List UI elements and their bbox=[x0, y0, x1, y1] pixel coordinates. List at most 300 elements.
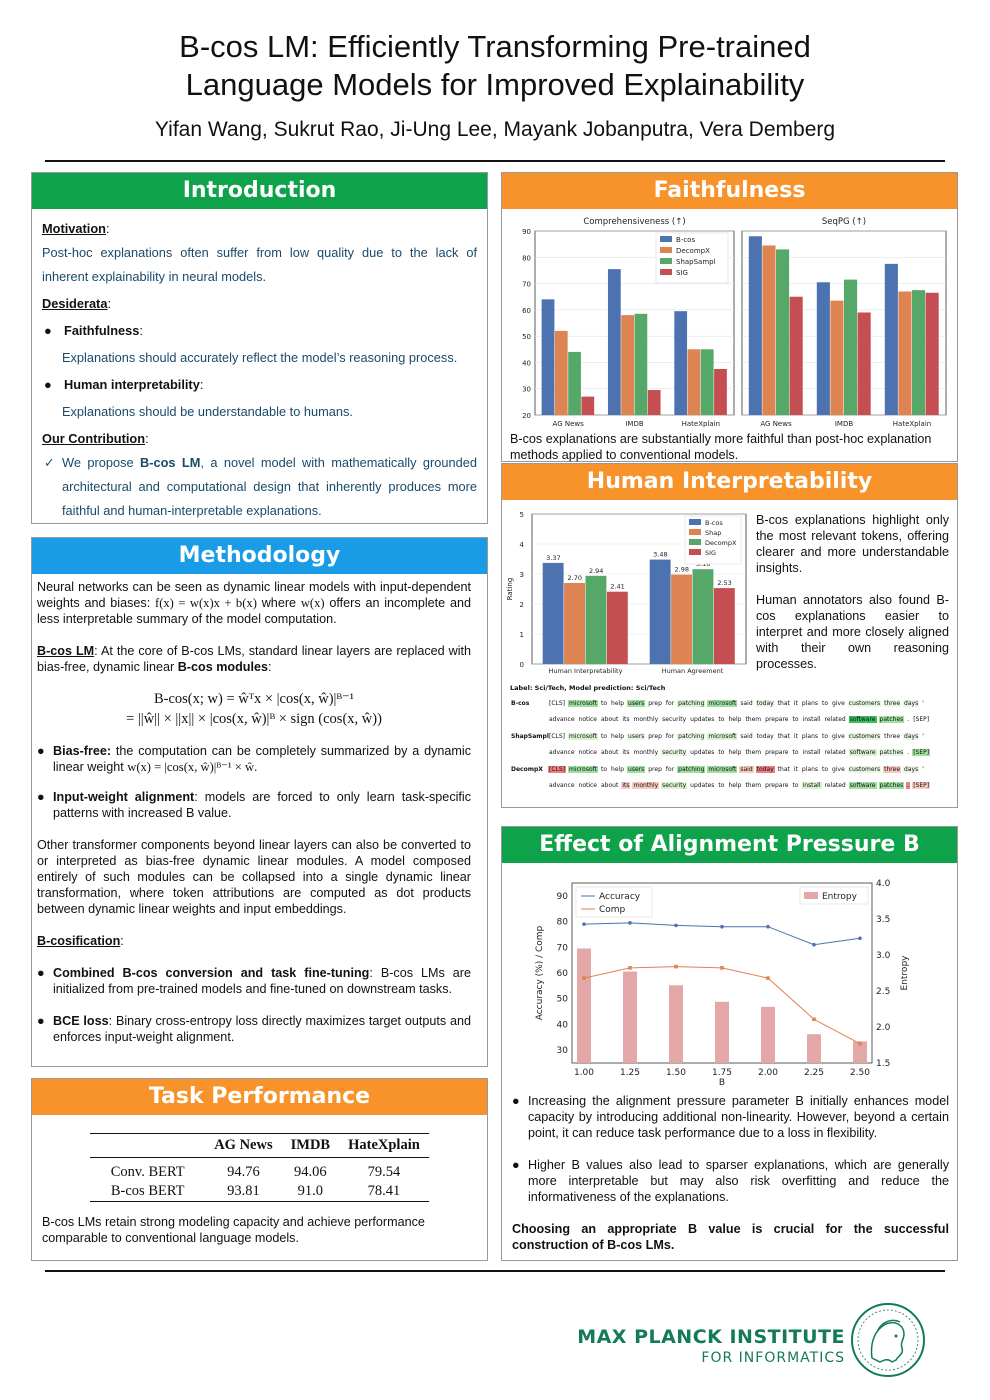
token: prepare bbox=[765, 782, 789, 789]
bar bbox=[858, 312, 871, 415]
token: said bbox=[740, 766, 753, 773]
token: security bbox=[662, 716, 687, 723]
accuracy-point bbox=[858, 936, 862, 940]
legend-label: DecompX bbox=[676, 247, 710, 255]
bullet-dot-icon: ● bbox=[44, 323, 52, 338]
bullet-dot-icon: ● bbox=[512, 1158, 520, 1172]
token: three bbox=[884, 733, 901, 740]
y-tick-label: 1 bbox=[519, 631, 524, 639]
token: advance bbox=[549, 716, 575, 723]
bar bbox=[568, 352, 581, 415]
token: to bbox=[792, 782, 799, 789]
entropy-bar bbox=[669, 985, 683, 1063]
bullet-dot-icon: ● bbox=[44, 377, 52, 392]
bar bbox=[790, 297, 803, 415]
bcos-lm-text-a: : At the core of B-cos LMs, standard linear layers are replaced with bias-free, dynamic linear bbox=[37, 644, 472, 674]
token: to bbox=[601, 766, 608, 773]
token: . bbox=[907, 716, 910, 723]
bar bbox=[885, 264, 898, 415]
token: give bbox=[832, 733, 845, 740]
y-tick-label: 20 bbox=[522, 412, 531, 420]
token: them bbox=[745, 716, 762, 723]
legend-swatch bbox=[804, 892, 818, 899]
effect-bullet-2 bbox=[512, 1157, 949, 1205]
token: microsoft bbox=[569, 766, 598, 773]
token: its bbox=[622, 716, 630, 723]
method-p1-c: offers an incomplete and less interpretable summary of the model computation. bbox=[37, 596, 471, 626]
token: install bbox=[802, 749, 821, 756]
bcosification-label: B-cosification bbox=[37, 934, 121, 948]
bar bbox=[701, 349, 714, 415]
y-axis-label: Rating bbox=[506, 577, 514, 601]
token: plans bbox=[801, 700, 819, 707]
bcos-modules-bold: B-cos modules bbox=[177, 660, 268, 674]
bar bbox=[898, 291, 911, 415]
token: ' bbox=[922, 766, 924, 773]
task-performance-panel bbox=[31, 1078, 488, 1261]
x-tick-label: 2.50 bbox=[849, 1068, 871, 1078]
bar bbox=[608, 269, 621, 415]
table-row bbox=[90, 1182, 429, 1202]
bar bbox=[586, 576, 607, 664]
token: related bbox=[824, 716, 846, 723]
table-cell: 91.0 bbox=[297, 1183, 324, 1199]
token: give bbox=[832, 766, 845, 773]
token: patches bbox=[879, 749, 904, 756]
bullet-dot-icon: ● bbox=[37, 1014, 45, 1028]
bullet-dot-icon: ● bbox=[37, 966, 45, 980]
token: prepare bbox=[765, 749, 789, 756]
combined-bullet bbox=[37, 965, 471, 997]
method-p1-eq: f(x) = w(x)x + b(x) bbox=[155, 596, 257, 610]
token-row bbox=[510, 698, 955, 709]
token: ' bbox=[922, 700, 924, 707]
alignment-label: Input-weight alignment bbox=[53, 790, 195, 804]
data-label: 2.53 bbox=[717, 579, 732, 588]
bar bbox=[817, 282, 830, 415]
token: microsoft bbox=[708, 700, 737, 707]
entropy-bar bbox=[577, 949, 591, 1063]
token: patches bbox=[879, 716, 904, 723]
y-tick-label: 30 bbox=[556, 1046, 568, 1057]
token: patching bbox=[678, 766, 705, 773]
faithfulness-panel bbox=[501, 172, 958, 462]
bar bbox=[542, 299, 555, 415]
token: that bbox=[777, 766, 790, 773]
bar bbox=[693, 569, 714, 664]
token: today bbox=[756, 700, 774, 707]
bar bbox=[564, 583, 585, 664]
y-tick-label: 90 bbox=[522, 228, 531, 236]
token: days bbox=[904, 733, 919, 740]
token: [SEP] bbox=[913, 782, 930, 789]
legend-swatch bbox=[660, 236, 672, 242]
token: for bbox=[665, 733, 675, 740]
y2-tick-label: 3.5 bbox=[876, 915, 891, 925]
methodology-heading: Methodology bbox=[32, 538, 487, 574]
table-header-row bbox=[90, 1134, 429, 1158]
accuracy-point bbox=[674, 924, 678, 928]
example-label-line: Label: Sci/Tech, Model prediction: Sci/Tech bbox=[510, 684, 666, 692]
token: prep bbox=[648, 700, 662, 707]
token: patching bbox=[678, 700, 705, 707]
bar bbox=[749, 236, 762, 415]
legend-label: SIG bbox=[676, 269, 688, 277]
comp-point bbox=[858, 1042, 862, 1046]
token: to bbox=[822, 700, 829, 707]
token: to bbox=[792, 716, 799, 723]
token: days bbox=[904, 766, 919, 773]
comp-point bbox=[720, 966, 724, 970]
token: help bbox=[611, 700, 625, 707]
token: prep bbox=[648, 766, 662, 773]
effect-heading: Effect of Alignment Pressure B bbox=[502, 827, 957, 863]
human-interpretability-panel bbox=[501, 463, 958, 808]
y-tick-label: 40 bbox=[556, 1020, 568, 1031]
token: three bbox=[884, 700, 901, 707]
comp-point bbox=[674, 965, 678, 969]
accuracy-point bbox=[812, 943, 816, 947]
y-tick-label: 40 bbox=[522, 359, 531, 368]
token: about bbox=[601, 782, 619, 789]
token: to bbox=[601, 733, 608, 740]
token: to bbox=[822, 733, 829, 740]
x-tick-label: 2.25 bbox=[803, 1068, 825, 1078]
table-row bbox=[90, 1158, 429, 1183]
top-divider bbox=[45, 160, 945, 162]
comp-point bbox=[582, 976, 586, 980]
effect-panel bbox=[501, 826, 958, 1261]
token: microsoft bbox=[569, 700, 598, 707]
bar bbox=[714, 588, 735, 664]
y2-tick-label: 3.0 bbox=[876, 951, 891, 961]
institute-logo-text bbox=[565, 1326, 845, 1366]
token: that bbox=[777, 733, 790, 740]
token: . bbox=[907, 782, 910, 789]
method-paragraph-3: Other transformer components beyond linear layers can also be converted to or interpreted as bias-free dynamic linear modules. A model composed entirely of such modules can be collapsed into a single dynamic linear transformation, where token attributions are computed as dot products between dynamic linear weights and input embeddings. bbox=[37, 838, 471, 916]
y-tick-label: 3 bbox=[519, 571, 524, 579]
legend-label: Shap bbox=[705, 529, 722, 537]
token: software bbox=[849, 782, 876, 789]
token: help bbox=[728, 749, 742, 756]
table-cell: Conv. BERT bbox=[110, 1164, 185, 1180]
accuracy-point bbox=[766, 925, 770, 929]
title-line-1: B-cos LM: Efficiently Transforming Pre-trained bbox=[179, 29, 811, 64]
token: [CLS] bbox=[549, 700, 566, 707]
performance-table bbox=[90, 1133, 429, 1202]
token: today bbox=[756, 766, 774, 773]
effect-bullet-1 bbox=[512, 1093, 949, 1141]
x-tick-label: 1.50 bbox=[665, 1068, 687, 1078]
chart-title: SeqPG (↑) bbox=[821, 217, 867, 227]
bias-free-text: the computation can be completely summarized by a dynamic linear weight bbox=[53, 744, 471, 774]
token-attribution-example bbox=[510, 698, 955, 797]
y-tick-label: 60 bbox=[556, 969, 568, 979]
token: help bbox=[728, 716, 742, 723]
token-row bbox=[510, 714, 955, 725]
comp-point bbox=[812, 1017, 816, 1021]
token: customers bbox=[848, 700, 881, 707]
token: its bbox=[622, 749, 630, 756]
effect-text-2: Higher B values also lead to sparser explanations, which are generally more interpretable but may also risk overfitting and reduce the informativeness of the explanations. bbox=[528, 1158, 949, 1204]
method-p1-a: Neural networks can be seen as dynamic linear models with input-dependent weights and biases: bbox=[37, 580, 471, 610]
human-interpretability-text: Explanations should be understandable to humans. bbox=[62, 404, 353, 419]
human-interpretability-label: Human interpretability bbox=[64, 377, 200, 392]
table-header-cell: HateXplain bbox=[339, 1134, 429, 1158]
legend-swatch bbox=[689, 539, 701, 545]
motivation-text: Post-hoc explanations often suffer from low quality due to the lack of inherent explainability in neural models. bbox=[42, 245, 477, 284]
legend-swatch bbox=[660, 258, 672, 264]
token: users bbox=[628, 733, 645, 740]
data-label: 2.94 bbox=[588, 566, 604, 575]
bar bbox=[621, 315, 634, 415]
data-label: 2.70 bbox=[567, 574, 583, 582]
table-cell: 78.41 bbox=[367, 1183, 401, 1199]
token: notice bbox=[578, 716, 597, 723]
task-performance-heading: Task Performance bbox=[32, 1079, 487, 1115]
table-header-cell: IMDB bbox=[282, 1134, 339, 1158]
bar bbox=[607, 592, 628, 664]
faithfulness-caption: B-cos explanations are substantially more faithful than post-hoc explanation methods applied to conventional models. bbox=[510, 432, 932, 462]
token: plans bbox=[801, 733, 819, 740]
x-tick-label: IMDB bbox=[834, 420, 854, 428]
poster-title bbox=[0, 28, 990, 104]
bullet-dot-icon: ● bbox=[37, 744, 45, 758]
x-tick-label: 2.00 bbox=[757, 1068, 779, 1078]
bar bbox=[776, 249, 789, 415]
bias-free-bullet bbox=[37, 743, 471, 775]
table-cell: B-cos BERT bbox=[110, 1183, 185, 1199]
token: related bbox=[824, 782, 846, 789]
x-tick-label: AG News bbox=[552, 420, 584, 428]
token: microsoft bbox=[708, 766, 737, 773]
equation-line-1: B-cos(x; w) = ŵᵀx × |cos(x, ŵ)|ᴮ⁻¹ bbox=[153, 691, 355, 707]
token: help bbox=[728, 782, 742, 789]
table-header-cell: AG News bbox=[205, 1134, 281, 1158]
y2-tick-label: 2.0 bbox=[876, 1023, 891, 1033]
methodology-panel bbox=[31, 537, 488, 1067]
bcos-equation bbox=[37, 689, 471, 729]
token: customers bbox=[848, 766, 881, 773]
checkmark-icon: ✓ bbox=[44, 455, 55, 470]
token: plans bbox=[801, 766, 819, 773]
token: updates bbox=[690, 749, 715, 756]
method-intro-paragraph bbox=[37, 579, 471, 627]
entropy-bar bbox=[623, 972, 637, 1063]
token: patching bbox=[678, 733, 705, 740]
token: advance bbox=[549, 782, 575, 789]
faithfulness-chart bbox=[502, 209, 957, 431]
bce-bullet bbox=[37, 1013, 471, 1045]
token: monthly bbox=[633, 749, 659, 756]
comp-point bbox=[766, 976, 770, 980]
token: to bbox=[601, 700, 608, 707]
alignment-text: : models are forced to only learn task-specific patterns with increased B value. bbox=[53, 790, 472, 820]
legend-label: Comp bbox=[599, 905, 626, 915]
token: users bbox=[628, 766, 645, 773]
bar bbox=[648, 390, 661, 415]
method-p1-eq2: w(x) bbox=[300, 596, 325, 610]
token: monthly bbox=[633, 782, 659, 789]
table-cell: 94.06 bbox=[294, 1164, 327, 1180]
token: to bbox=[822, 766, 829, 773]
token: its bbox=[622, 782, 630, 789]
token: for bbox=[665, 766, 675, 773]
token: to bbox=[792, 749, 799, 756]
y-tick-label: 70 bbox=[556, 943, 568, 954]
bar bbox=[671, 575, 692, 664]
data-label: 3.37 bbox=[546, 553, 561, 562]
token: days bbox=[904, 700, 919, 707]
token: prepare bbox=[765, 716, 789, 723]
x-tick-label: 1.25 bbox=[619, 1068, 641, 1078]
institute-subtitle: FOR INFORMATICS bbox=[701, 1350, 845, 1366]
bias-free-eq: w(x) = |cos(x, ŵ)|ᴮ⁻¹ × ŵ. bbox=[127, 760, 258, 774]
token: about bbox=[601, 716, 619, 723]
alignment-pressure-chart bbox=[502, 863, 957, 1085]
token: [SEP] bbox=[913, 749, 930, 756]
token-row bbox=[510, 731, 955, 742]
x-tick-label: Human Interpretability bbox=[548, 667, 623, 675]
introduction-heading: Introduction bbox=[32, 173, 487, 209]
effect-conclusion: Choosing an appropriate B value is crucial for the successful construction of B-cos LMs. bbox=[512, 1222, 949, 1252]
entropy-bar bbox=[715, 1002, 729, 1063]
equation-line-2: = ||ŵ|| × ||x|| × |cos(x, ŵ)|ᴮ × sign (cos(x, ŵ)) bbox=[126, 711, 382, 727]
token-row bbox=[510, 764, 955, 775]
combined-label: Combined B-cos conversion and task fine-tuning bbox=[53, 966, 370, 980]
token: it bbox=[793, 733, 798, 740]
legend-label: B-cos bbox=[705, 519, 723, 527]
legend-swatch bbox=[660, 247, 672, 253]
token: advance bbox=[549, 749, 575, 756]
comp-point bbox=[628, 966, 632, 970]
x-tick-label: IMDB bbox=[625, 420, 644, 428]
accuracy-point bbox=[720, 925, 724, 929]
bce-label: BCE loss bbox=[53, 1014, 109, 1028]
bcos-lm-label: B-cos LM bbox=[37, 644, 95, 658]
title-line-2: Language Models for Improved Explainability bbox=[185, 67, 805, 102]
token: three bbox=[884, 766, 901, 773]
token: install bbox=[802, 782, 821, 789]
x-tick-label: 1.75 bbox=[711, 1068, 733, 1078]
table-cell: 94.76 bbox=[227, 1164, 260, 1180]
y-tick-label: 90 bbox=[556, 891, 568, 902]
y2-axis-label: Entropy bbox=[900, 955, 910, 991]
bullet-dot-icon: ● bbox=[512, 1094, 520, 1108]
data-label: 3.48 bbox=[653, 550, 668, 559]
contribution-bold: B-cos LM bbox=[139, 455, 201, 470]
y-tick-label: 30 bbox=[522, 385, 531, 394]
token-row bbox=[510, 747, 955, 758]
bar bbox=[688, 349, 701, 415]
token: to bbox=[718, 749, 725, 756]
institute-name: MAX PLANCK INSTITUTE bbox=[577, 1326, 845, 1348]
method-label: B-cos bbox=[511, 700, 530, 707]
bottom-divider bbox=[45, 1270, 945, 1272]
legend-label: DecompX bbox=[705, 539, 737, 547]
bias-free-label: Bias-free: bbox=[53, 744, 112, 758]
bar bbox=[581, 397, 594, 415]
token: updates bbox=[690, 716, 715, 723]
bar bbox=[650, 560, 671, 664]
token: them bbox=[745, 782, 762, 789]
y2-tick-label: 4.0 bbox=[876, 879, 891, 889]
token: help bbox=[611, 766, 625, 773]
token: it bbox=[793, 700, 798, 707]
token: related bbox=[824, 749, 846, 756]
bar bbox=[926, 293, 939, 415]
bar bbox=[674, 311, 687, 415]
combined-text: : B-cos LMs are initialized from pre-trained models and fine-tuned on downstream tasks. bbox=[53, 966, 471, 996]
authors: Yifan Wang, Sukrut Rao, Ji-Ung Lee, Mayank Jobanputra, Vera Demberg bbox=[154, 118, 836, 141]
token: [CLS] bbox=[549, 766, 566, 773]
token: help bbox=[611, 733, 625, 740]
token: software bbox=[849, 716, 876, 723]
table-cell: 79.54 bbox=[367, 1164, 401, 1180]
token: to bbox=[718, 716, 725, 723]
table-header-cell bbox=[90, 1134, 205, 1158]
x-tick-label: Human Agreement bbox=[661, 667, 724, 675]
token: notice bbox=[578, 782, 597, 789]
bcosification-colon: : bbox=[120, 934, 124, 948]
x-axis-label: B bbox=[718, 1078, 726, 1085]
token: microsoft bbox=[569, 733, 598, 740]
token: patches bbox=[879, 782, 904, 789]
x-tick-label: 1.00 bbox=[573, 1068, 595, 1078]
token: them bbox=[745, 749, 762, 756]
y-tick-label: 50 bbox=[522, 333, 531, 342]
bar bbox=[635, 314, 648, 415]
faithfulness-heading: Faithfulness bbox=[502, 173, 957, 209]
x-tick-label: HateXplain bbox=[681, 420, 721, 428]
token: said bbox=[740, 733, 753, 740]
effect-text-1: Increasing the alignment pressure parameter B initially enhances model capacity by introducing additional non-linearity. However, beyond a certain point, it can reduce task performance due to a loss in flexibility. bbox=[528, 1094, 949, 1140]
contribution-label: Our Contribution bbox=[42, 431, 146, 446]
minerva-logo-icon bbox=[848, 1300, 928, 1380]
method-p1-b: where bbox=[256, 596, 301, 610]
table-cell: 93.81 bbox=[227, 1183, 260, 1199]
y-tick-label: 2 bbox=[519, 601, 524, 609]
token: for bbox=[665, 700, 675, 707]
token: . bbox=[907, 749, 910, 756]
bar bbox=[555, 331, 568, 415]
y2-tick-label: 1.5 bbox=[876, 1059, 891, 1069]
contribution-post: , a novel model with mathematically grounded architectural and computational design that inherently produces more faithful and human-interpretable explanations. bbox=[62, 455, 477, 518]
token: customers bbox=[848, 733, 881, 740]
x-tick-label: AG News bbox=[760, 420, 792, 428]
token: [SEP] bbox=[913, 716, 930, 723]
token: microsoft bbox=[708, 733, 737, 740]
entropy-bar bbox=[807, 1034, 821, 1063]
y2-tick-label: 2.5 bbox=[876, 987, 891, 997]
entropy-bar bbox=[761, 1007, 775, 1063]
alignment-bullet bbox=[37, 789, 471, 821]
faithfulness-text: Explanations should accurately reflect the model’s reasoning process. bbox=[62, 350, 458, 365]
accuracy-point bbox=[628, 921, 632, 925]
human-text-2: Human annotators also found B-cos explanations easier to interpret and more closely aligned with their own reasoning processes. bbox=[756, 593, 949, 671]
bar bbox=[912, 290, 925, 415]
legend-label: B-cos bbox=[676, 236, 696, 244]
token: said bbox=[740, 700, 753, 707]
desiderata-label: Desiderata bbox=[42, 296, 108, 311]
token: updates bbox=[690, 782, 715, 789]
legend-label: Entropy bbox=[822, 892, 857, 902]
introduction-panel: Introduction Motivation: Post-hoc explanations often suffer from low quality due to the lack of inherent explainability in neural models. Desiderata: ● Faithfulness: Explanations should accurately reflect the model’s reasoning process. ● Human interpretability: Explanations should be understandable to humans. Our Contribution: ✓ We propose B-cos LM, a novel model with mathematically grounded architectural and computational design that inherently produces more faithful and human-interpretable explanations. bbox=[31, 172, 488, 524]
motivation-label: Motivation bbox=[42, 221, 106, 236]
data-label: 2.98 bbox=[674, 565, 690, 574]
legend-swatch bbox=[689, 519, 701, 525]
token: prep bbox=[648, 733, 662, 740]
